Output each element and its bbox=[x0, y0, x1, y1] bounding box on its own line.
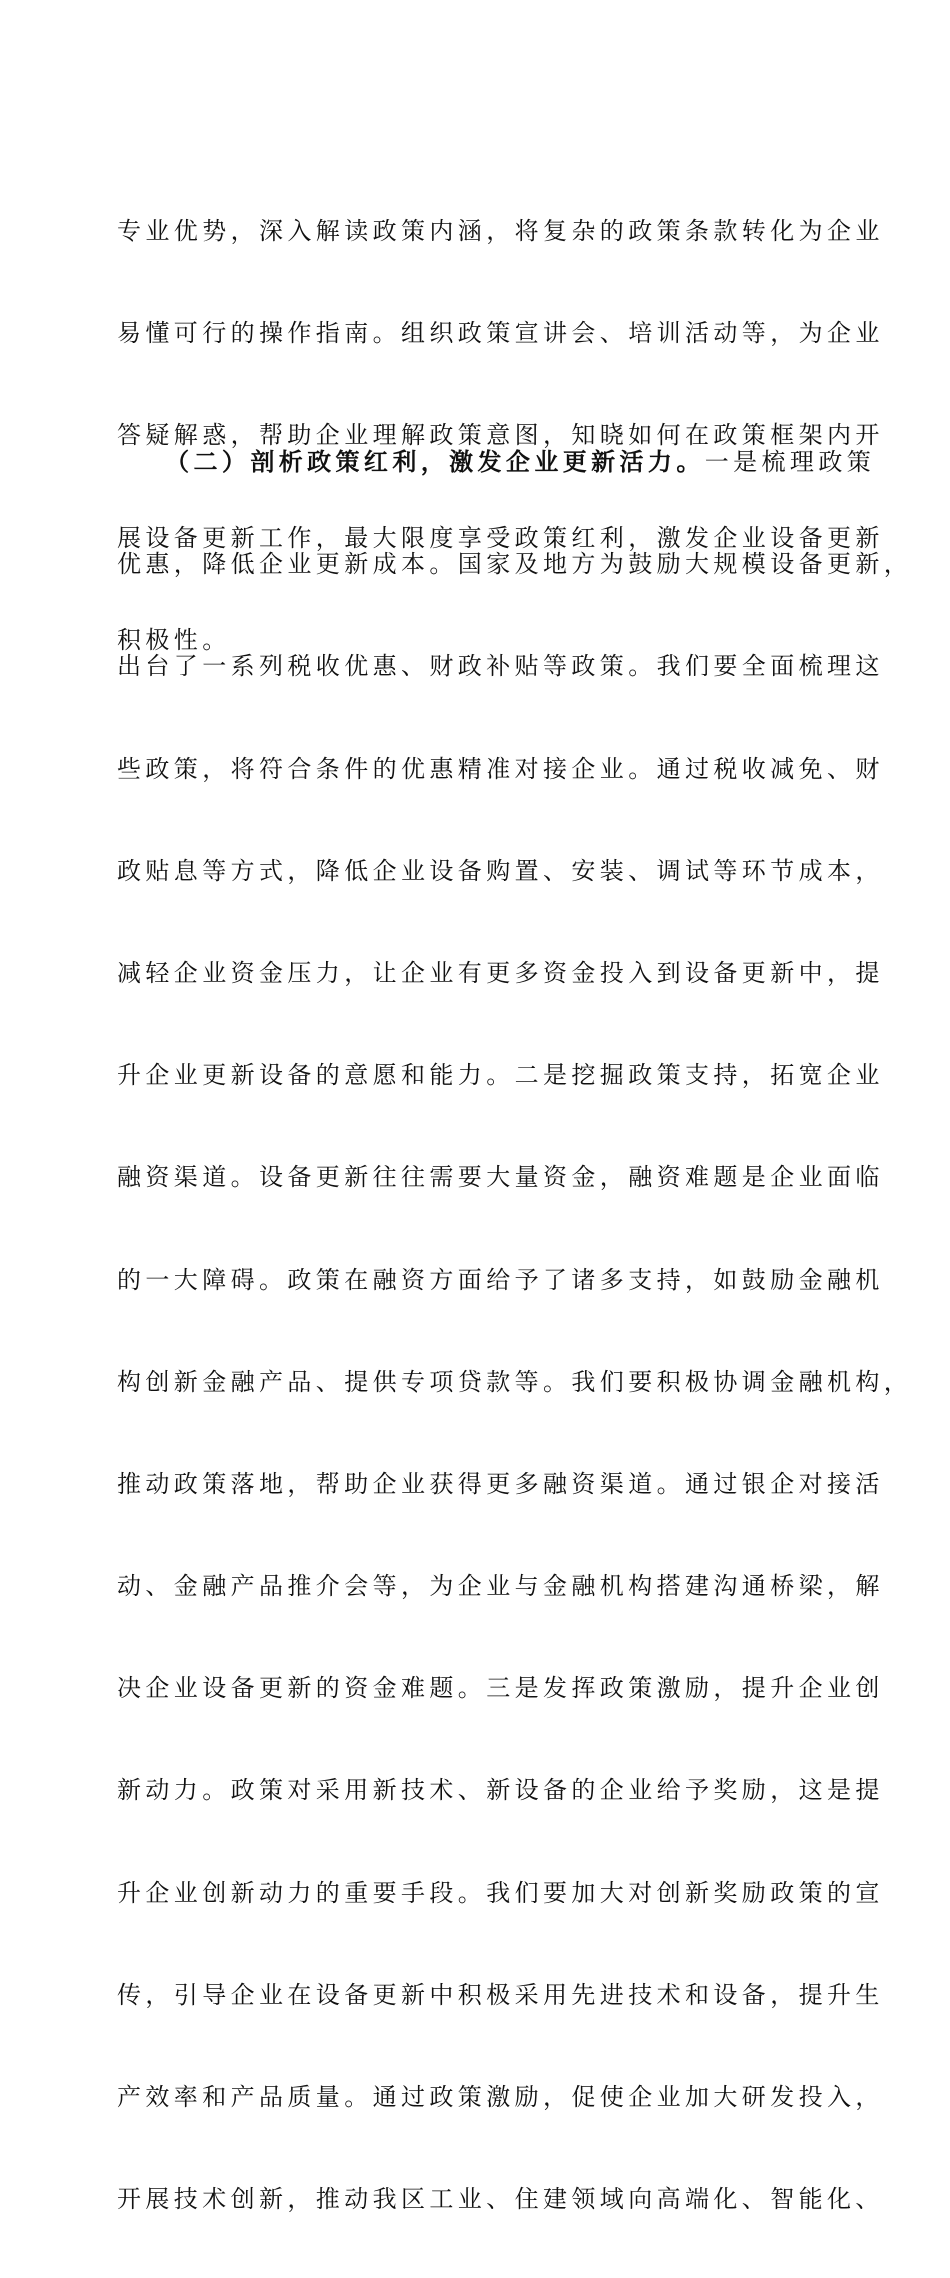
text-line: 易懂可行的操作指南。组织政策宣讲会、培训活动等，为企业 bbox=[117, 319, 884, 348]
text-line: 升企业更新设备的意愿和能力。二是挖掘政策支持，拓宽企业 bbox=[117, 1061, 884, 1090]
text-line: 动、金融产品推介会等，为企业与金融机构搭建沟通桥梁，解 bbox=[117, 1572, 884, 1601]
text-line: 展设备更新工作，最大限度享受政策红利，激发企业设备更新 bbox=[117, 523, 884, 552]
text-line: 答疑解惑，帮助企业理解政策意图，知晓如何在政策框架内开 bbox=[117, 421, 884, 450]
text-line: 出台了一系列税收优惠、财政补贴等政策。我们要全面梳理这 bbox=[117, 652, 884, 681]
text-line: 减轻企业资金压力，让企业有更多资金投入到设备更新中，提 bbox=[117, 958, 884, 987]
text-line: 推动政策落地，帮助企业获得更多融资渠道。通过银企对接活 bbox=[117, 1469, 884, 1498]
text-line: 构创新金融产品、提供专项贷款等。我们要积极协调金融机构， bbox=[117, 1367, 913, 1396]
heading-line-rest: 一是梳理政策 bbox=[704, 448, 876, 476]
section-heading: （二）剖析政策红利，激发企业更新活力。 bbox=[165, 447, 705, 476]
text-line: 专业优势，深入解读政策内涵，将复杂的政策条款转化为企业 bbox=[117, 217, 884, 245]
text-line: 优惠，降低企业更新成本。国家及地方为鼓励大规模设备更新， bbox=[117, 550, 913, 579]
text-line: 产效率和产品质量。通过政策激励，促使企业加大研发投入， bbox=[117, 2083, 884, 2111]
text-line: 积极性。 bbox=[117, 625, 231, 654]
text-line: 开展技术创新，推动我区工业、住建领域向高端化、智能化、 bbox=[117, 2185, 884, 2214]
text-line: 新动力。政策对采用新技术、新设备的企业给予奖励，这是提 bbox=[117, 1776, 884, 1805]
text-line: 融资渠道。设备更新往往需要大量资金，融资难题是企业面临 bbox=[117, 1163, 884, 1192]
paragraph-section-two bbox=[117, 383, 913, 2278]
text-line: 的一大障碍。政策在融资方面给予了诸多支持，如鼓励金融机 bbox=[117, 1265, 884, 1294]
text-line: 决企业设备更新的资金难题。三是发挥政策激励，提升企业创 bbox=[117, 1674, 884, 1703]
text-line: 升企业创新动力的重要手段。我们要加大对创新奖励政策的宣 bbox=[117, 1878, 884, 1907]
section-heading-line bbox=[117, 439, 876, 485]
text-line: 政贴息等方式，降低企业设备购置、安装、调试等环节成本， bbox=[117, 856, 884, 885]
text-line: 传，引导企业在设备更新中积极采用先进技术和设备，提升生 bbox=[117, 1980, 884, 2009]
text-line: 些政策，将符合条件的优惠精准对接企业。通过税收减免、财 bbox=[117, 754, 884, 783]
